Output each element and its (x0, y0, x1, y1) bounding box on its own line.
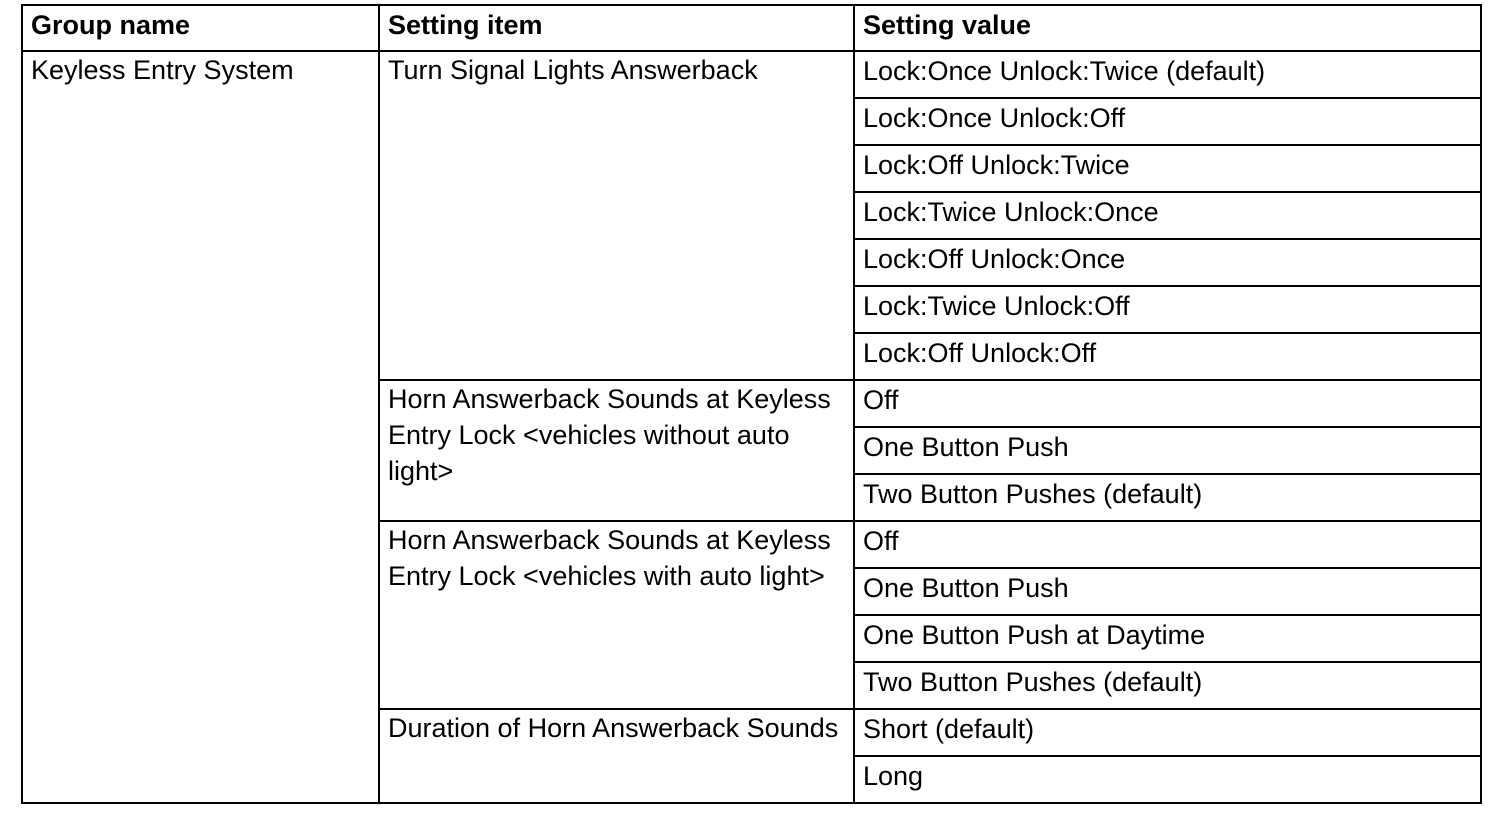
setting-item-cell: Turn Signal Lights Answerback (379, 51, 854, 380)
setting-value-cell: Off (854, 380, 1481, 427)
setting-value-cell: Lock:Once Unlock:Twice (default) (854, 51, 1481, 98)
setting-value-cell: Lock:Off Unlock:Once (854, 239, 1481, 286)
setting-item-cell: Duration of Horn Answerback Sounds (379, 709, 854, 803)
setting-value-cell: One Button Push at Daytime (854, 615, 1481, 662)
setting-value-cell: Short (default) (854, 709, 1481, 756)
setting-value-cell: One Button Push (854, 568, 1481, 615)
setting-value-cell: One Button Push (854, 427, 1481, 474)
setting-value-cell: Lock:Off Unlock:Off (854, 333, 1481, 380)
setting-value-cell: Off (854, 521, 1481, 568)
table-row (22, 51, 1481, 98)
settings-table (21, 4, 1482, 804)
setting-item-cell: Horn Answerback Sounds at Keyless Entry Lock <vehicles with auto light> (379, 521, 854, 709)
setting-item-cell: Horn Answerback Sounds at Keyless Entry Lock <vehicles without auto light> (379, 380, 854, 521)
setting-value-cell: Two Button Pushes (default) (854, 474, 1481, 521)
header-group-name: Group name (22, 5, 379, 51)
setting-value-cell: Lock:Off Unlock:Twice (854, 145, 1481, 192)
setting-value-cell: Lock:Once Unlock:Off (854, 98, 1481, 145)
setting-value-cell: Long (854, 756, 1481, 803)
header-setting-value: Setting value (854, 5, 1481, 51)
header-setting-item: Setting item (379, 5, 854, 51)
setting-value-cell: Two Button Pushes (default) (854, 662, 1481, 709)
setting-value-cell: Lock:Twice Unlock:Off (854, 286, 1481, 333)
group-name-cell: Keyless Entry System (22, 51, 379, 803)
header-row (22, 5, 1481, 51)
setting-value-cell: Lock:Twice Unlock:Once (854, 192, 1481, 239)
